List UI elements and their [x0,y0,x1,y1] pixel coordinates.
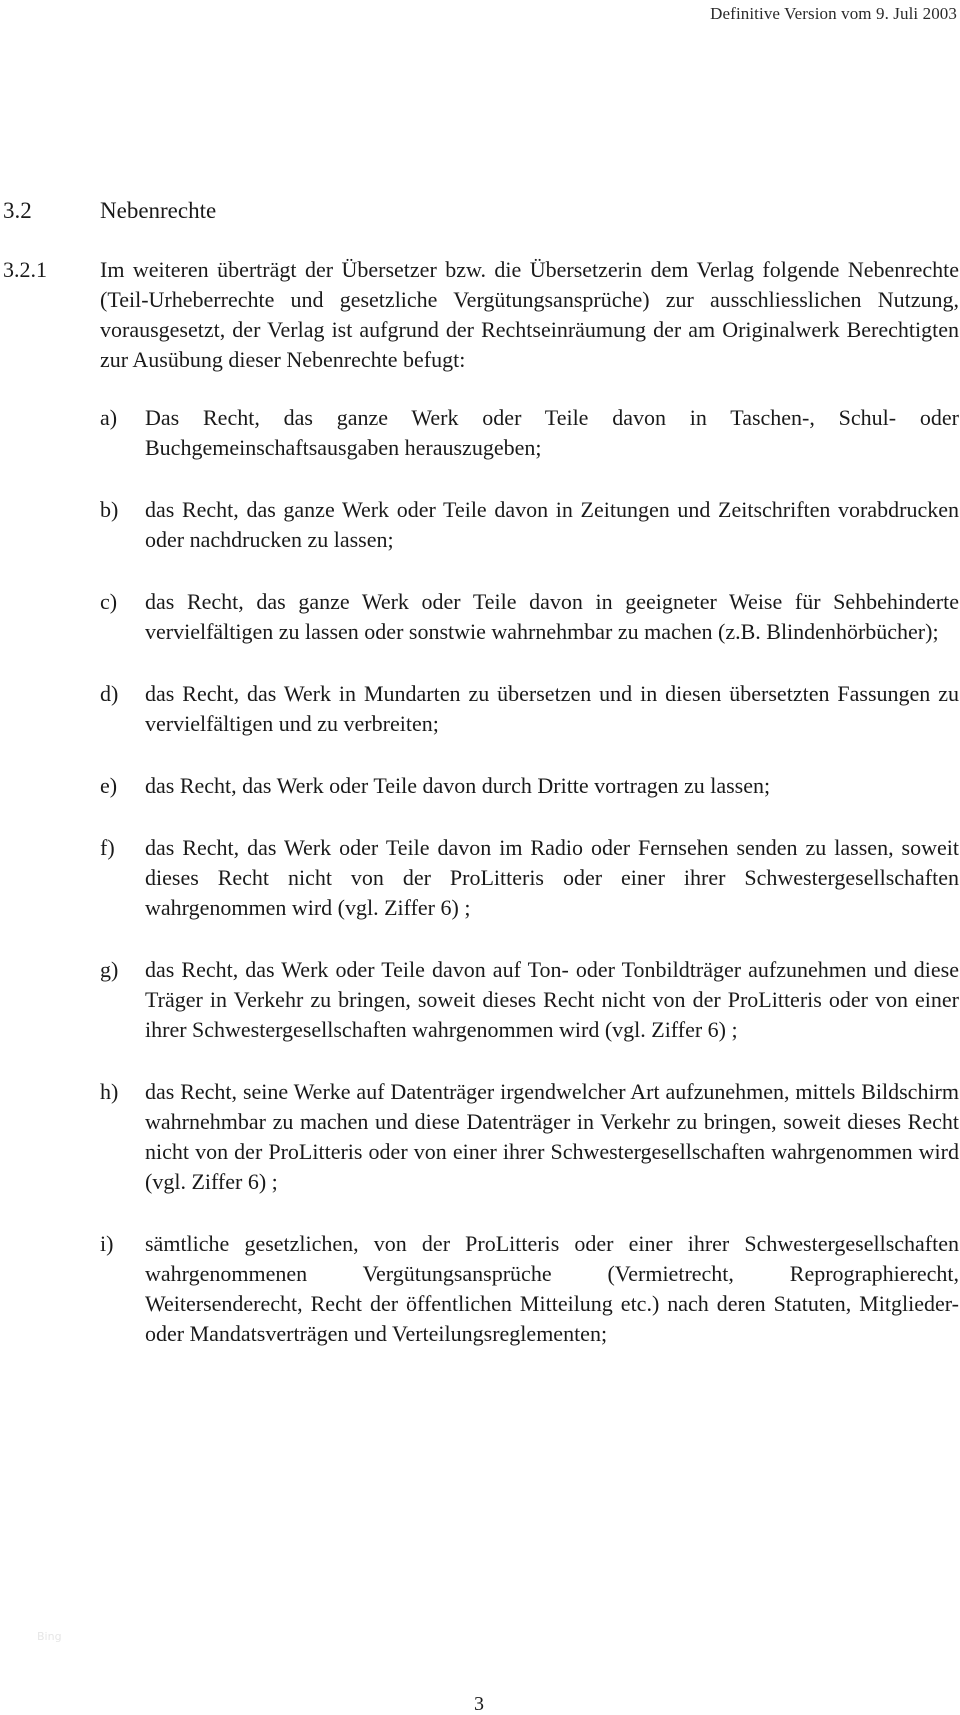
list-item-marker: i) [100,1231,114,1256]
list-item [100,1077,959,1197]
list-item [100,771,959,801]
list-item-text: das Recht, seine Werke auf Datenträger irgendwelcher Art aufzunehmen, mittels Bildschirm wahrnehmbar zu machen und diese Datenträger in Verkehr zu bringen, soweit dieses Recht nicht von der ProLitteris oder von einer ihrer Schwestergesellschaften wahrgenommen wird (vgl. Ziffer 6) ; [145,1079,959,1194]
list-item [100,955,959,1045]
list-item-text: das Recht, das Werk oder Teile davon im Radio oder Fernsehen senden zu lassen, soweit dieses Recht nicht von der ProLitteris oder einer ihrer Schwestergesellschaften wahrgenommen wird (vgl. Ziffer 6) ; [145,835,959,920]
list-item [100,587,959,647]
list-item [100,679,959,739]
list-item [100,1229,959,1349]
list-item-marker: a) [100,405,118,430]
list-item [100,403,959,463]
list-item-marker: d) [100,681,119,706]
faint-watermark: Bing [37,1630,62,1643]
list-item-marker: b) [100,497,119,522]
rights-list [100,403,959,1349]
list-item-marker: f) [100,835,115,860]
section-number: 3.2 [3,198,32,223]
list-item-marker: c) [100,589,118,614]
list-item-marker: g) [100,957,119,982]
list-item-text: das Recht, das ganze Werk oder Teile davon in geeigneter Weise für Sehbehinderte vervielfältigen zu lassen oder sonstwie wahrnehmbar zu machen (z.B. Blindenhörbücher); [145,589,959,644]
paragraph-text: Im weiteren überträgt der Übersetzer bzw. die Übersetzerin dem Verlag folgende Nebenrechte (Teil-Urheberrechte und gesetzliche Vergütungsansprüche) zur ausschliesslichen Nutzung, vorausgesetzt, der Verlag ist aufgrund der Rechtseinräumung der am Originalwerk Berechtigten zur Ausübung dieser Nebenrechte befugt: [100,257,959,372]
list-item-marker: e) [100,773,118,798]
list-item-marker: h) [100,1079,119,1104]
list-item [100,833,959,923]
version-note: Definitive Version vom 9. Juli 2003 [710,4,957,23]
section-title: Nebenrechte [100,198,217,223]
list-item [100,495,959,555]
list-item-text: Das Recht, das ganze Werk oder Teile davon in Taschen-, Schul- oder Buchgemeinschaftsausgaben herauszugeben; [145,405,959,460]
page-number: 3 [474,1693,484,1715]
list-item-text: das Recht, das Werk oder Teile davon durch Dritte vortragen zu lassen; [145,773,771,798]
paragraph-number: 3.2.1 [3,257,47,282]
section-heading [3,197,216,225]
list-item-text: das Recht, das Werk in Mundarten zu übersetzen und in diesen übersetzten Fassungen zu vervielfältigen und zu verbreiten; [145,681,959,736]
list-item-text: sämtliche gesetzlichen, von der ProLitteris oder einer ihrer Schwestergesellschaften wahrgenommenen Vergütungsansprüche (Vermietrecht, Reprographierecht, Weitersenderecht, Recht der öffentlichen Mitteilung etc.) nach deren Statuten, Mitglieder- oder Mandatsverträgen und Verteilungsreglementen; [145,1231,959,1346]
list-item-text: das Recht, das Werk oder Teile davon auf Ton- oder Tonbildträger aufzunehmen und diese Träger in Verkehr zu bringen, soweit dieses Recht nicht von der ProLitteris oder von einer ihrer Schwestergesellschaften wahrgenommen wird (vgl. Ziffer 6) ; [145,957,959,1042]
list-item-text: das Recht, das ganze Werk oder Teile davon in Zeitungen und Zeitschriften vorabdrucken oder nachdrucken zu lassen; [145,497,959,552]
paragraph-3-2-1 [3,255,959,1381]
